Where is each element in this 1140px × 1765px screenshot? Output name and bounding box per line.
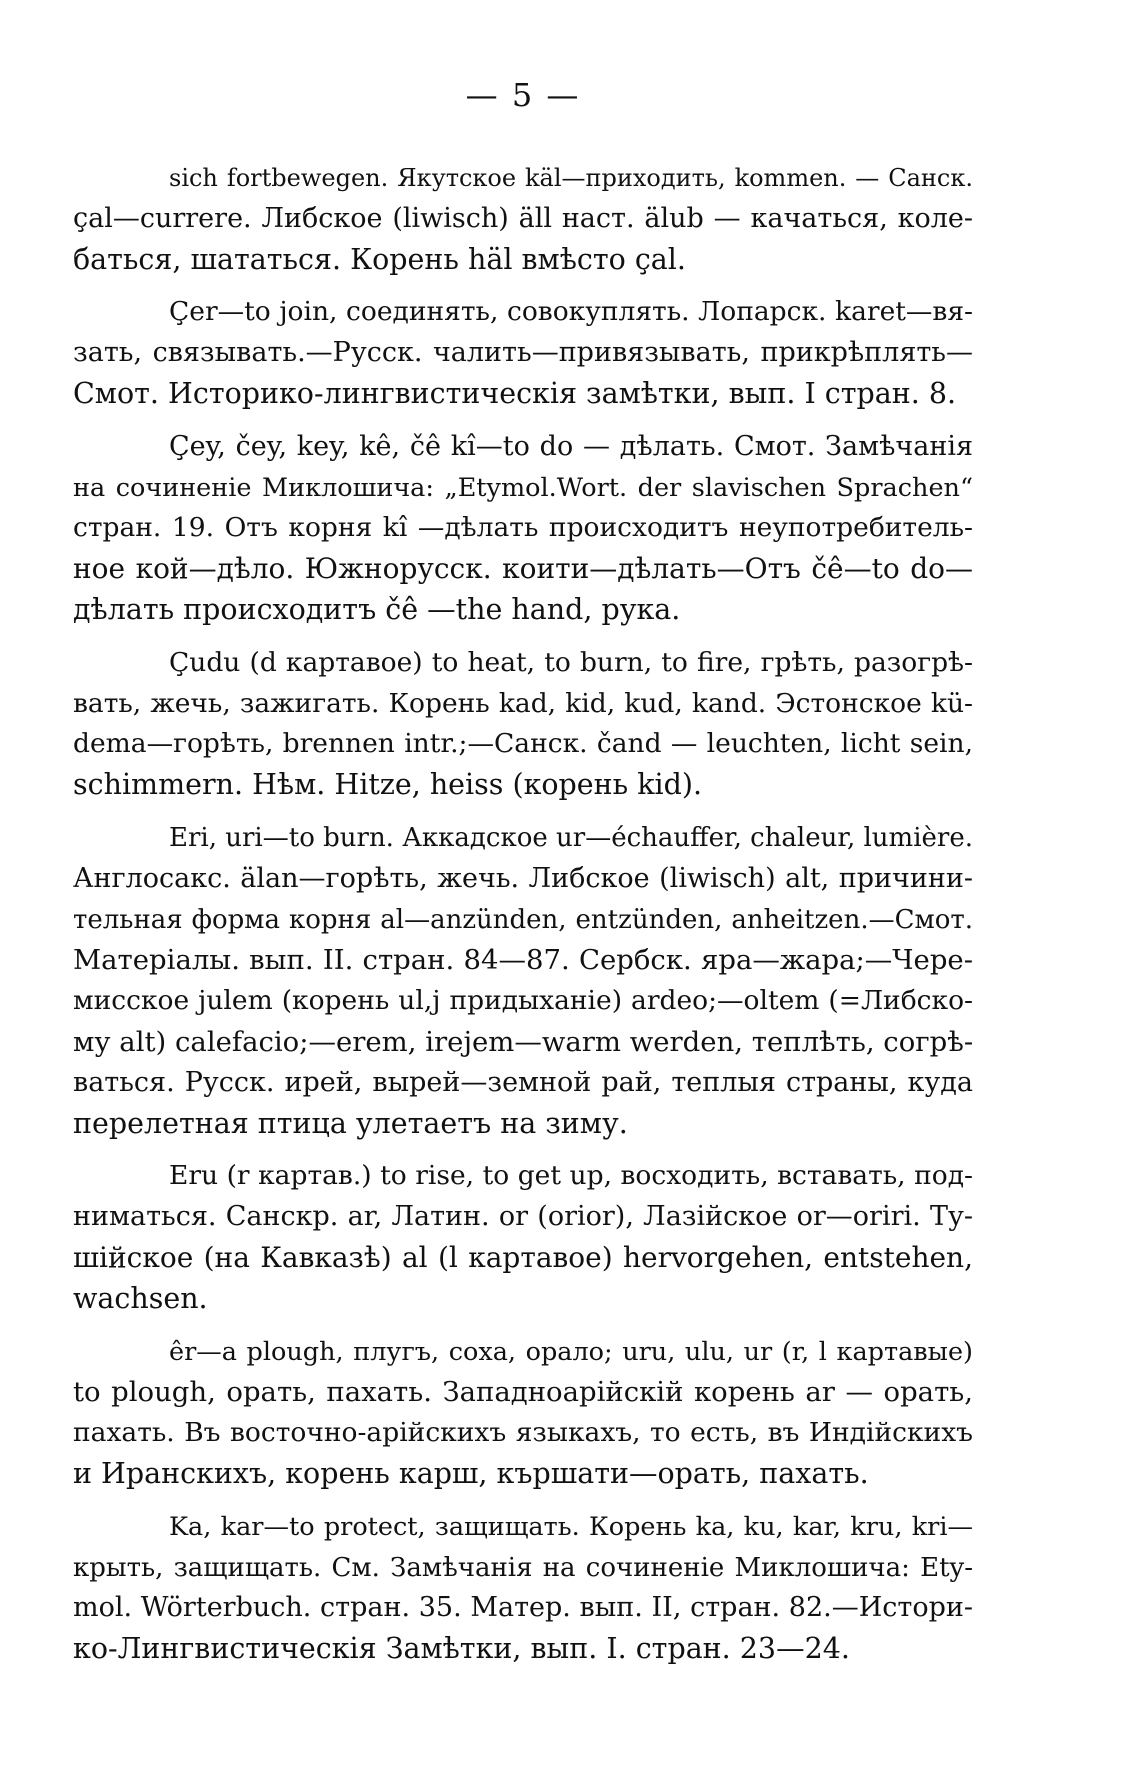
- paragraph: [73, 158, 973, 280]
- text-line: sich fortbewegen. Якутское käl—приходить, kommen. — Санск.: [169, 164, 973, 192]
- text-line: баться, шататься. Корень häl вмѣсто çal.: [73, 242, 686, 276]
- text-line: зать, связывать.—Русск. чалить—привязывать, прикрѣплять—: [73, 337, 973, 369]
- text-line: Çer—to join, соединять, совокуплять. Лопарск. karet—вя-: [169, 296, 973, 328]
- text-line: ваться. Русск. ирей, вырей—земной рай, теплыя страны, куда: [73, 1066, 973, 1098]
- paragraph: [73, 292, 973, 414]
- text-line: му alt) calefacio;—erem, irejem—warm werden, теплѣть, согрѣ-: [73, 1025, 974, 1058]
- text-line: Ka, kar—to protect, защищать. Корень ka, ku, kar, kru, kri—: [169, 1511, 973, 1542]
- paragraph: [73, 1332, 973, 1495]
- paragraph: [73, 427, 973, 631]
- text-line: wachsen.: [73, 1281, 208, 1315]
- text-line: тельная форма корня al—anzünden, entzünden, anheitzen.—Смот.: [73, 904, 973, 935]
- paragraph: [73, 643, 973, 806]
- text-line: schimmern. Нѣм. Hitze, heiss (корень kid).: [73, 768, 703, 802]
- text-line: вать, жечь, зажигать. Корень kad, kid, kud, kand. Эстонское kü-: [73, 687, 973, 719]
- page-number: — 5 —: [465, 76, 581, 114]
- text-line: dema—горѣть, brennen intr.;—Санск. čand — leuchten, licht sein,: [73, 728, 973, 760]
- paragraph: [73, 1156, 973, 1319]
- book-page: [73, 70, 973, 1670]
- text-line: Матеріалы. вып. II. стран. 84—87. Сербск. яра—жара;—Чере-: [73, 944, 973, 977]
- text-line: Eri, uri—to burn. Аккадское ur—échauffer, chaleur, lumière.: [169, 822, 973, 853]
- text-line: Çey, čey, key, kê, čê kî—to do — дѣлать. Смот. Замѣчанія: [169, 430, 973, 462]
- text-line: на сочиненіе Миклошича: „Etymol.Wort. der slavischen Sprachen“: [73, 472, 973, 503]
- text-line: ко-Лингвистическія Замѣтки, вып. I. стран. 23—24.: [73, 1632, 850, 1666]
- text-line: шійское (на Кавказѣ) al (l картавое) hervorgehen, entstehen,: [73, 1240, 973, 1274]
- text-line: Англосакс. älan—горѣть, жечь. Либское (liwisch) alt, причини-: [73, 862, 973, 894]
- paragraph: [73, 818, 973, 1144]
- text-line: дѣлать происходитъ čê —the hand, рука.: [73, 592, 681, 626]
- text-line: êr—a plough, плугъ, соха, орало; uru, ulu, ur (r, l картавые): [169, 1336, 973, 1367]
- text-line: Eru (r картав.) to rise, to get up, восходить, вставать, под-: [169, 1160, 973, 1192]
- text-line: крыть, защищать. См. Замѣчанія на сочиненіе Миклошича: Ety-: [73, 1552, 973, 1583]
- text-line: mol. Wörterbuch. стран. 35. Матер. вып. II, стран. 82.—Истори-: [73, 1592, 973, 1624]
- text-line: пахать. Въ восточно-арійскихъ языкахъ, то есть, въ Индійскихъ: [73, 1417, 973, 1449]
- paragraph: [73, 1507, 973, 1670]
- text-line: перелетная птица улетаетъ на зиму.: [73, 1106, 628, 1140]
- text-line: to plough, орать, пахать. Западноарійскій корень ar — орать,: [73, 1376, 973, 1409]
- text-line: мисское julem (корень ul,j придыханіе) ardeo;—oltem (=Либско-: [73, 985, 973, 1017]
- text-line: ниматься. Санскр. ar, Латин. or (orior), Лазійское or—oriri. Ту-: [73, 1201, 973, 1233]
- text-line: çal—currere. Либское (liwisch) äll наст. älub — качаться, коле-: [73, 202, 973, 234]
- text-line: стран. 19. Отъ корня kî —дѣлать происходитъ неупотребитель-: [73, 512, 973, 544]
- text-line: и Иранскихъ, корень карш, кършати—орать, пахать.: [73, 1456, 869, 1490]
- text-line: ное кой—дѣло. Южнорусск. коити—дѣлать—Отъ čê—to do—: [73, 552, 973, 586]
- text-line: Смот. Историко-лингвистическія замѣтки, вып. I стран. 8.: [73, 376, 957, 410]
- text-body: [73, 158, 973, 1670]
- text-line: Çudu (d картавое) to heat, to burn, to fire, грѣть, разогрѣ-: [169, 646, 973, 678]
